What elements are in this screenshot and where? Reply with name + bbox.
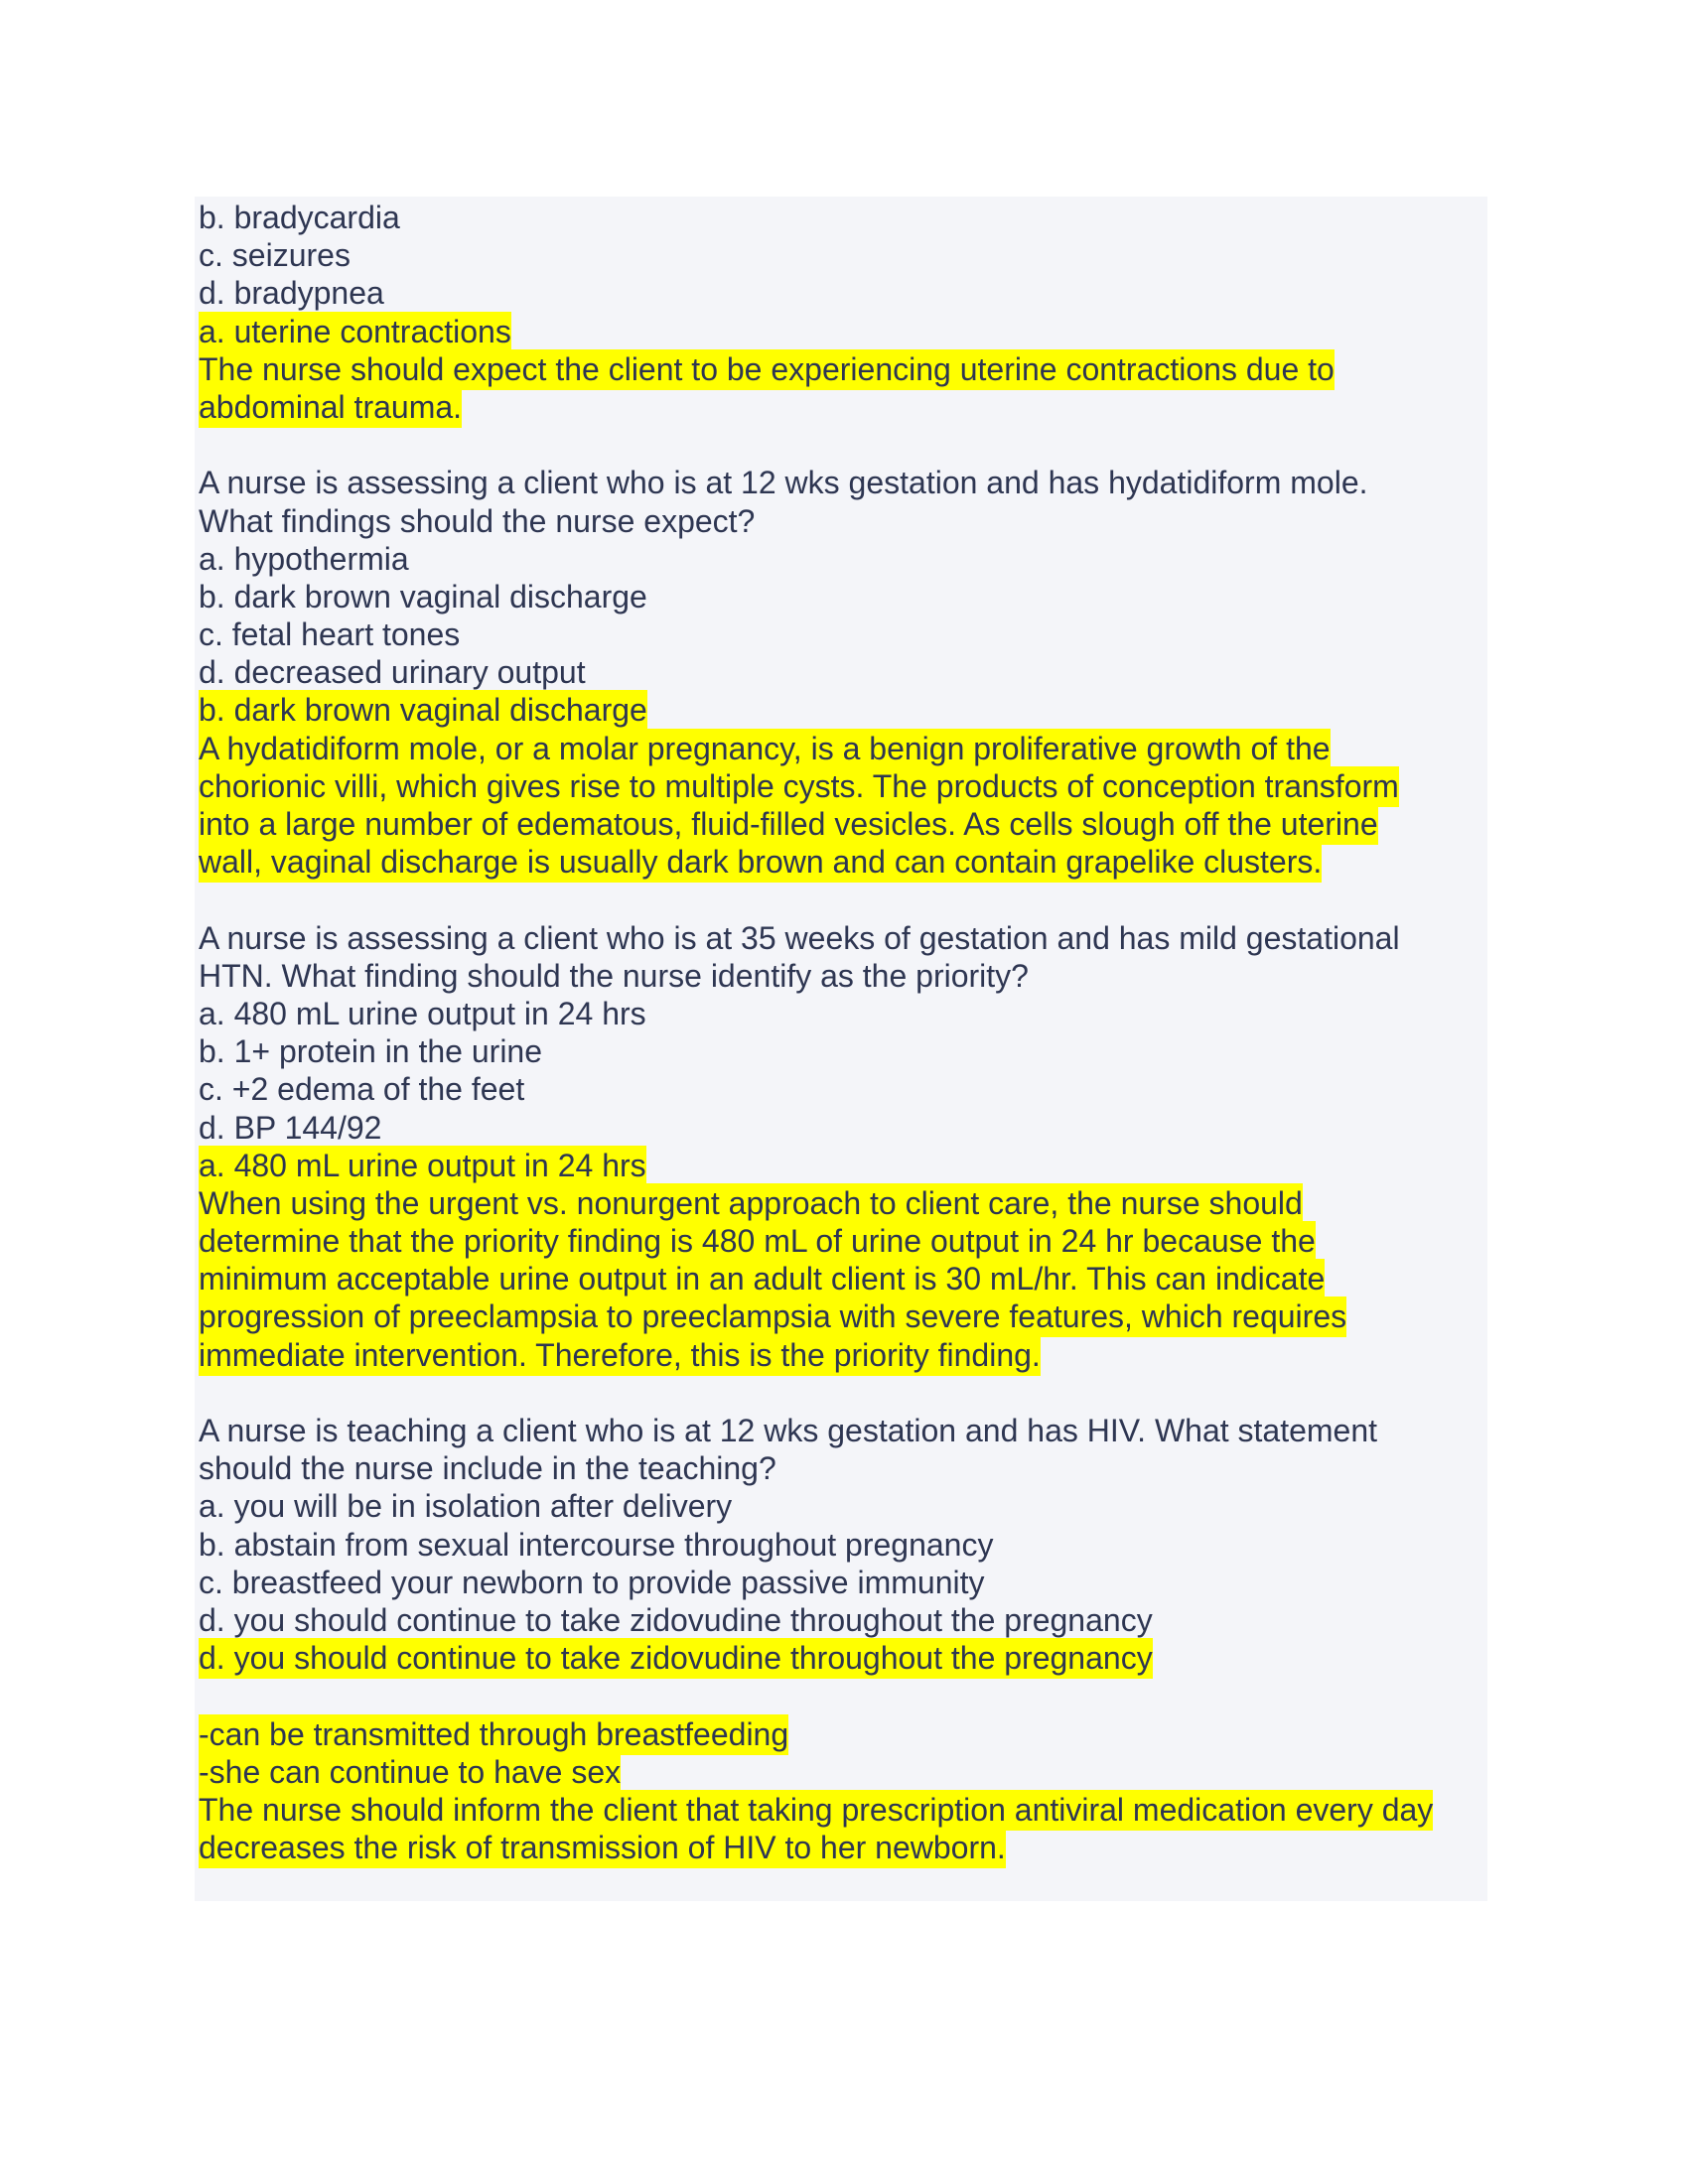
option-text: c. fetal heart tones <box>199 616 461 653</box>
study-text <box>199 199 1489 1866</box>
answer-line <box>199 313 1489 350</box>
option-text: b. 1+ protein in the urine <box>199 1033 543 1070</box>
option-line <box>199 236 1489 274</box>
option-line <box>199 199 1489 236</box>
option-line <box>199 653 1489 691</box>
question-line <box>199 1412 1489 1449</box>
rationale-highlight: abdominal trauma. <box>199 387 462 428</box>
rationale-highlight: When using the urgent vs. nonurgent approach to client care, the nurse should <box>199 1183 1303 1224</box>
answer-highlight: d. you should continue to take zidovudine throughout the pregnancy <box>199 1638 1153 1679</box>
rationale-highlight: into a large number of edematous, fluid-filled vesicles. As cells slough off the uterine <box>199 804 1378 845</box>
rationale-line <box>199 350 1489 388</box>
rationale-line <box>199 1829 1489 1866</box>
option-text: b. abstain from sexual intercourse throughout pregnancy <box>199 1526 994 1563</box>
question-line <box>199 957 1489 995</box>
rationale-line <box>199 1260 1489 1297</box>
spacer <box>199 1677 1489 1714</box>
option-line <box>199 995 1489 1032</box>
option-text: a. 480 mL urine output in 24 hrs <box>199 995 646 1031</box>
rationale-line <box>199 1184 1489 1222</box>
option-text: a. you will be in isolation after delivery <box>199 1488 733 1525</box>
option-line <box>199 1487 1489 1525</box>
rationale-highlight: The nurse should expect the client to be experiencing uterine contractions due to <box>199 349 1335 390</box>
rationale-highlight: The nurse should inform the client that taking prescription antiviral medication every day <box>199 1790 1433 1831</box>
rationale-highlight: minimum acceptable urine output in an adult client is 30 mL/hr. This can indicate <box>199 1259 1325 1299</box>
option-text: c. seizures <box>199 237 351 274</box>
option-text: a. hypothermia <box>199 540 409 577</box>
answer-highlight: a. uterine contractions <box>199 312 511 352</box>
option-line <box>199 1564 1489 1601</box>
question-line <box>199 464 1489 501</box>
option-line <box>199 1070 1489 1108</box>
option-text: d. you should continue to take zidovudine throughout the pregnancy <box>199 1601 1153 1638</box>
rationale-line <box>199 843 1489 881</box>
answer-line <box>199 691 1489 729</box>
option-line <box>199 1109 1489 1147</box>
note-line <box>199 1753 1489 1791</box>
option-text: b. dark brown vaginal discharge <box>199 578 647 614</box>
option-line <box>199 1601 1489 1639</box>
rationale-line <box>199 767 1489 805</box>
option-line <box>199 615 1489 653</box>
option-text: d. bradypnea <box>199 275 384 312</box>
rationale-line <box>199 1336 1489 1374</box>
answer-highlight: b. dark brown vaginal discharge <box>199 690 647 731</box>
rationale-highlight: determine that the priority finding is 480 mL of urine output in 24 hr because the <box>199 1221 1316 1262</box>
question-text: should the nurse include in the teaching? <box>199 1450 776 1487</box>
rationale-highlight: chorionic villi, which gives rise to multiple cysts. The products of conception transform <box>199 766 1399 807</box>
option-line <box>199 540 1489 578</box>
answer-line <box>199 1147 1489 1184</box>
option-line <box>199 1526 1489 1564</box>
rationale-line <box>199 805 1489 843</box>
option-text: c. +2 edema of the feet <box>199 1071 525 1108</box>
question-line <box>199 1449 1489 1487</box>
option-text: c. breastfeed your newborn to provide passive immunity <box>199 1564 985 1600</box>
rationale-line <box>199 1222 1489 1260</box>
note-highlight: -she can continue to have sex <box>199 1752 621 1793</box>
rationale-highlight: A hydatidiform mole, or a molar pregnancy, is a benign proliferative growth of the <box>199 729 1331 769</box>
rationale-highlight: decreases the risk of transmission of HIV to her newborn. <box>199 1828 1006 1868</box>
answer-line <box>199 1639 1489 1677</box>
question-text: What findings should the nurse expect? <box>199 502 756 539</box>
question-text: A nurse is assessing a client who is at 35 weeks of gestation and has mild gestational <box>199 919 1400 956</box>
option-line <box>199 578 1489 615</box>
rationale-line <box>199 388 1489 426</box>
rationale-line <box>199 1791 1489 1829</box>
spacer <box>199 426 1489 464</box>
option-text: b. bradycardia <box>199 200 400 235</box>
rationale-highlight: wall, vaginal discharge is usually dark brown and can contain grapelike clusters. <box>199 842 1322 883</box>
rationale-highlight: progression of preeclampsia to preeclampsia with severe features, which requires <box>199 1297 1346 1337</box>
question-text: A nurse is assessing a client who is at 12 wks gestation and has hydatidiform mole. <box>199 465 1368 501</box>
question-text: HTN. What finding should the nurse identify as the priority? <box>199 957 1029 994</box>
question-line <box>199 502 1489 540</box>
option-text: d. BP 144/92 <box>199 1109 382 1146</box>
answer-highlight: a. 480 mL urine output in 24 hrs <box>199 1146 646 1186</box>
spacer <box>199 881 1489 918</box>
note-highlight: -can be transmitted through breastfeeding <box>199 1714 788 1755</box>
rationale-line <box>199 730 1489 767</box>
rationale-line <box>199 1297 1489 1335</box>
option-line <box>199 274 1489 312</box>
option-line <box>199 1032 1489 1070</box>
option-text: d. decreased urinary output <box>199 654 586 691</box>
rationale-highlight: immediate intervention. Therefore, this is the priority finding. <box>199 1335 1041 1376</box>
question-text: A nurse is teaching a client who is at 12 wks gestation and has HIV. What statement <box>199 1413 1378 1448</box>
spacer <box>199 1374 1489 1412</box>
note-line <box>199 1715 1489 1753</box>
question-line <box>199 919 1489 957</box>
